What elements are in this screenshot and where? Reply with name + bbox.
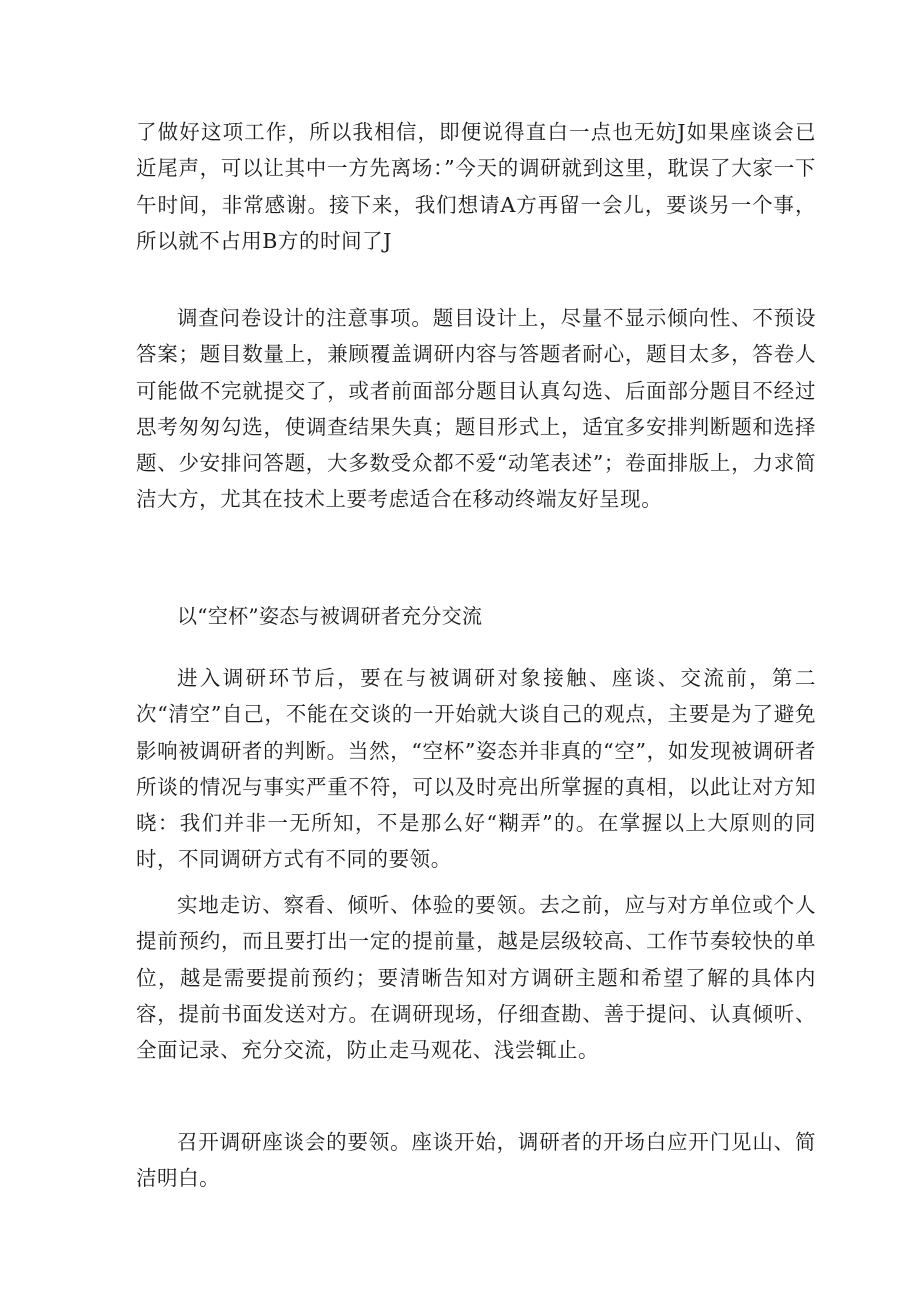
paragraph-field-visit: 实地走访、察看、倾听、体验的要领。去之前，应与对方单位或个人提前预约，而且要打出一定的提前量，越是层级较高、工作节奏较快的单位，越是需要提前预约；要清晰告知对方调研主题和希望了解的具体内容，提前书面发送对方。在调研现场，仔细查勘、善于提问、认真倾听、全面记录、充分交流，防止走马观花、浅尝辄止。 [136, 893, 816, 1063]
paragraph-symposium: 召开调研座谈会的要领。座谈开始，调研者的开场白应开门见山、简洁明白。 [136, 1130, 816, 1191]
paragraph-continuation: 了做好这项工作，所以我相信，即便说得直白一点也无妨J如果座谈会已近尾声，可以让其中一方先离场：”今天的调研就到这里，耽误了大家一下午时间，非常感谢。接下来，我们想请A方再留一会儿，要谈另一个事，所以就不占用B方的时间了J [136, 120, 816, 253]
paragraph-questionnaire-design: 调查问卷设计的注意事项。题目设计上，尽量不显示倾向性、不预设答案；题目数量上，兼顾覆盖调研内容与答题者耐心，题目太多，答卷人可能做不完就提交了，或者前面部分题目认真勾选、后面部分题目不经过思考匆匆勾选，使调查结果失真；题目形式上，适宜多安排判断题和选择题、少安排问答题，大多数受众都不爱“动笔表述”；卷面排版上，力求简洁大方，尤其在技术上要考虑适合在移动终端友好呈现。 [136, 306, 816, 512]
paragraph-empty-cup-attitude: 进入调研环节后，要在与被调研对象接触、座谈、交流前，第二次“清空”自己，不能在交谈的一开始就大谈自己的观点，主要是为了避免影响被调研者的判断。当然，“空杯”姿态并非真的“空”，如发现被调研者所谈的情况与事实严重不符，可以及时亮出所掌握的真相，以此让对方知晓：我们并非一无所知，不是那么好“糊弄”的。在掌握以上大原则的同时，不同调研方式有不同的要领。 [136, 666, 816, 872]
section-heading: 以“空杯”姿态与被调研者充分交流 [177, 604, 483, 628]
